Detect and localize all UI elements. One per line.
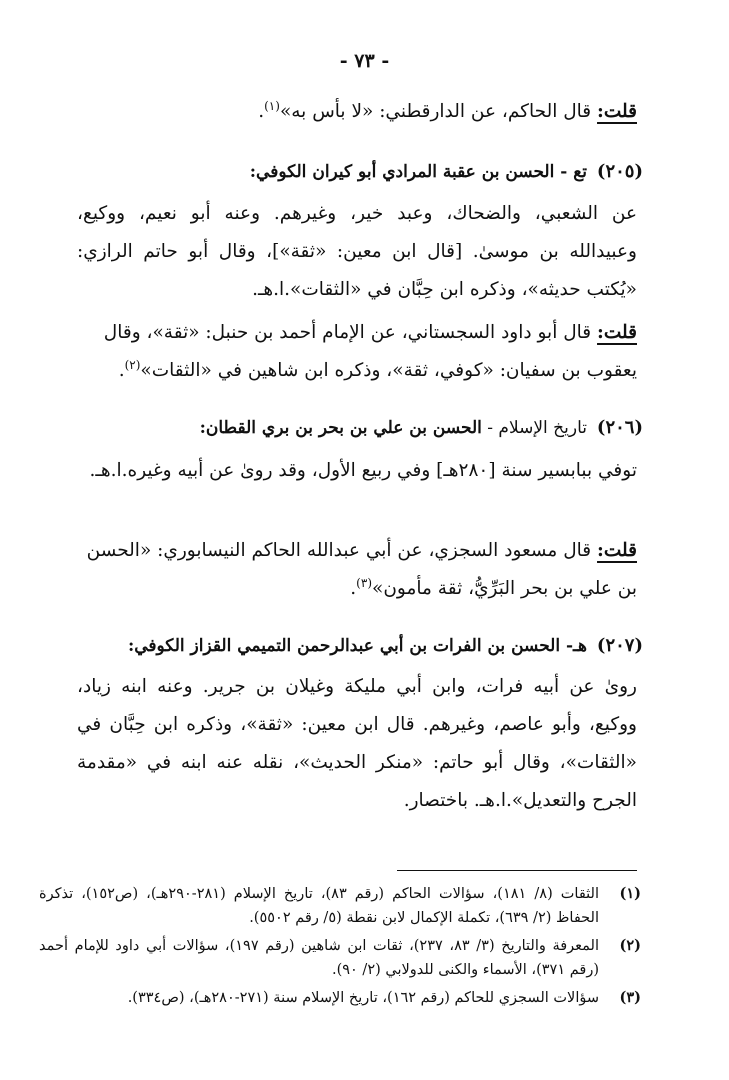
footnote-number: (١) bbox=[619, 885, 641, 902]
entry-source: تاريخ الإسلام - bbox=[481, 418, 587, 438]
page-number: - ٧٣ - bbox=[339, 50, 390, 72]
top-note-text: قال الحاكم، عن الدارقطني: «لا بأس به» bbox=[279, 101, 598, 122]
entry-title: تع - الحسن بن عقبة المرادي أبو كيران الكوفي: bbox=[249, 162, 587, 182]
footnote-text: المعرفة والتاريخ (٣/ ٨٣، ٢٣٧)، ثقات ابن شاهين (رقم ١٩٧)، سؤالات أبي داود للإمام أحمد (رقم ٣٧١)، الأسماء والكنى للدولابي (٢/ ٩٠). bbox=[39, 938, 600, 978]
entry-205-note bbox=[77, 314, 637, 390]
entry-title: هـ- الحسن بن الفرات بن أبي عبدالرحمن التميمي القزاز الكوفي: bbox=[127, 636, 587, 656]
entry-207-body: روىٰ عن أبيه فرات، وابن أبي مليكة وغيلان بن جرير. وعنه ابنه زياد، ووكيع، وأبو عاصم، وغيرهم. قال ابن معين: «ثقة»، وذكره ابن حِبَّان في «الثقات»، وقال أبو حاتم: «منكر الحديث»، نقله عنه ابنه في «مقدمة الجرح والتعديل».ا.هـ. باختصار. bbox=[77, 676, 637, 811]
entry-name: الحسن بن علي بن بحر بن بري القطان: bbox=[199, 418, 482, 438]
footnote-text: سؤالات السجزي للحاكم (رقم ١٦٢)، تاريخ الإسلام سنة (٢٧١-٢٨٠هـ)، (ص٣٣٤). bbox=[127, 990, 599, 1006]
top-note-end: . bbox=[258, 101, 265, 122]
footnote-divider bbox=[397, 870, 637, 871]
entry-206-note-end: . bbox=[350, 578, 357, 599]
entry-206-note bbox=[77, 532, 637, 608]
entry-number: (٢٠٥) bbox=[596, 161, 643, 182]
qult-label: قلت: bbox=[597, 322, 637, 343]
qult-label: قلت: bbox=[597, 540, 637, 561]
entry-205-note-end: . bbox=[118, 360, 125, 381]
top-note bbox=[77, 93, 637, 131]
entry-number: (٢٠٦) bbox=[596, 417, 643, 438]
entry-206-body: توفي ببابسير سنة [٢٨٠هـ] وفي ربيع الأول، وقد روىٰ عن أبيه وغيره.ا.هـ. bbox=[89, 460, 637, 481]
footnote-ref: (٣) bbox=[356, 575, 372, 590]
entry-205-note-text: قال أبو داود السجستاني، عن الإمام أحمد بن حنبل: «ثقة»، وقال يعقوب بن سفيان: «كوفي، ثقة»، وذكره ابن شاهين في «الثقات» bbox=[103, 322, 637, 381]
entry-title bbox=[200, 414, 587, 442]
footnote-ref: (١) bbox=[264, 98, 280, 113]
qult-label: قلت: bbox=[597, 101, 637, 122]
footnote-number: (٢) bbox=[619, 937, 641, 954]
entry-number: (٢٠٧) bbox=[596, 635, 643, 656]
footnote-ref: (٢) bbox=[124, 357, 141, 372]
entry-205-body: عن الشعبي، والضحاك، وعبد خير، وغيرهم. وعنه أبو نعيم، ووكيع، وعبيدالله بن موسىٰ. [قال ابن معين: «ثقة»]، وقال أبو حاتم الرازي: «يُكتب حديثه»، وذكره ابن حِبَّان في «الثقات».ا.هـ. bbox=[77, 203, 637, 300]
footnote-number: (٣) bbox=[619, 989, 641, 1006]
footnote-text: الثقات (٨/ ١٨١)، سؤالات الحاكم (رقم ٨٣)، تاريخ الإسلام (٢٨١-٢٩٠هـ)، (ص١٥٢)، تذكرة الحفاظ (٢/ ٦٣٩)، تكملة الإكمال لابن نقطة (٥/ رقم ٥٥٠٢). bbox=[39, 886, 600, 926]
entry-206-note-text: قال مسعود السجزي، عن أبي عبدالله الحاكم النيسابوري: «الحسن بن علي بن بحر البَرِّيُّ، ثقة مأمون» bbox=[86, 540, 637, 599]
